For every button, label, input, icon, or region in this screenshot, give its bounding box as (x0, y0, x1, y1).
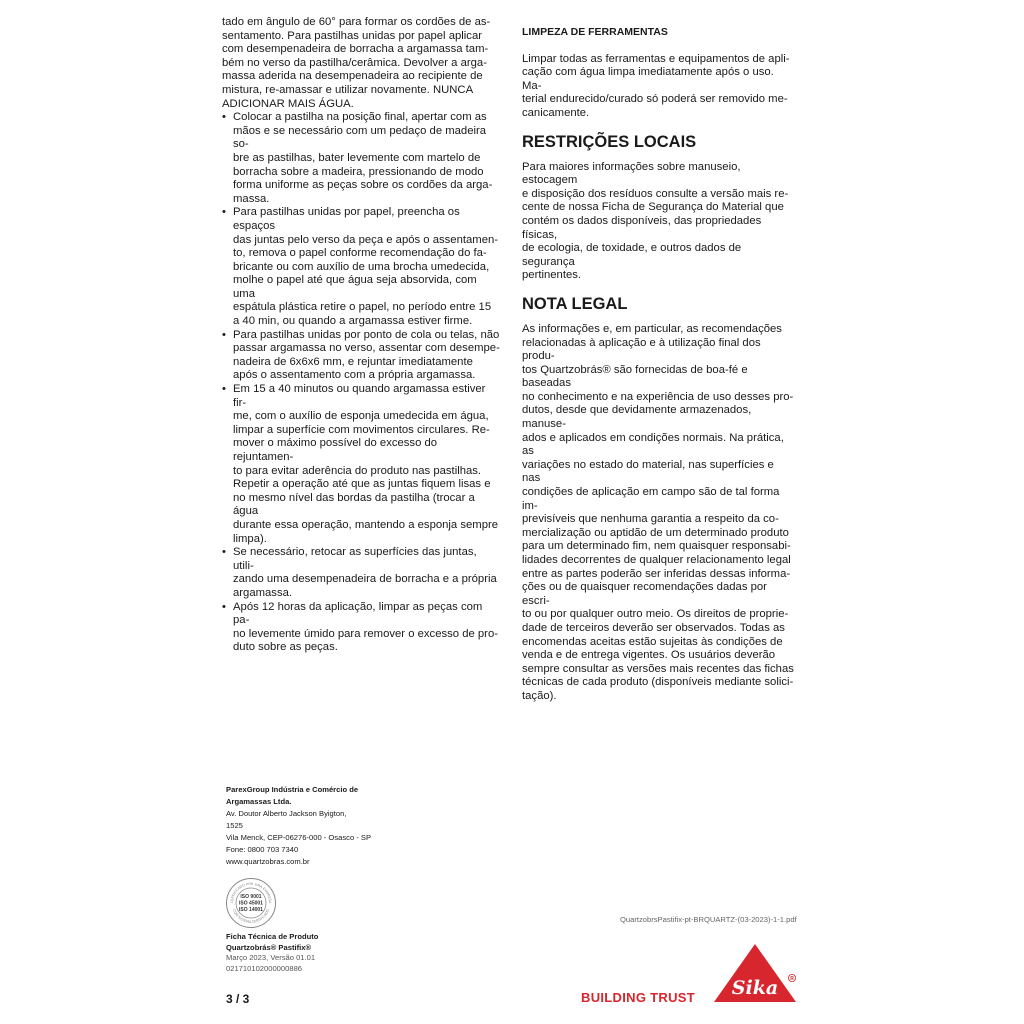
list-item: • Para pastilhas unidas por ponto de cola ou telas, não passar argamassa no verso, assentar com desempe- nadeira de 6x6x6 mm, e rejuntar imediatamente após o assentamento com a própria argamassa. (222, 329, 500, 383)
list-item: • Se necessário, retocar as superfícies das juntas, utili- zando uma desempenadeira de borracha e a própria argamassa. (222, 546, 500, 600)
file-name: QuartzobrsPastifix-pt-BRQUARTZ-(03-2023)-1-1.pdf (620, 915, 797, 924)
document-info (226, 932, 318, 974)
left-column (222, 16, 500, 655)
svg-text:ISO 14001: ISO 14001 (239, 907, 263, 913)
svg-text:Sika: Sika (731, 977, 779, 999)
address: 1525 (226, 821, 243, 830)
company-name: ParexGroup Indústria e Comércio de (226, 785, 359, 794)
list-item: • Após 12 horas da aplicação, limpar as peças com pa- no levemente úmido para remover o excesso de pro- duto sobre as peças. (222, 601, 500, 655)
company-name: Argamassas Ltda. (226, 797, 292, 806)
website-link[interactable]: www.quartzobras.com.br (226, 857, 310, 866)
svg-text:ISO 9001: ISO 9001 (240, 894, 262, 900)
page-number: 3 / 3 (226, 992, 250, 1006)
svg-text:COM SISTEMA CERTIFICADO: COM SISTEMA CERTIFICADO (231, 908, 271, 925)
version: Março 2023, Versão 01.01 (226, 953, 316, 962)
cleaning-text: Limpar todas as ferramentas e equipamentos de apli- cação com água limpa imediatamente após o uso. Ma- terial endurecido/curado só poderá ser removido me- canicamente. (522, 52, 790, 119)
address: Vila Menck, CEP-06276-000 - Osasco - SP (226, 833, 372, 842)
legal-text: As informações e, em particular, as recomendações relacionadas à aplicação e à utilização final dos produ- tos Quartzobrás® são fornecidas de boa-fé e baseadas no conhecimento e na experiência de uso desses pro- dutos, desde que devidamente armazenados, manuse- ados e aplicados em condições normais. Na prática, as variações no estado do material, nas superfícies e nas condições de aplicação em campo são de tal forma im- previsíveis que nenhuma garantia a respeito da co- mercialização ou aptidão de um determinado produto para um determinado fim, nem quaisquer responsabi- lidades decorrentes de qualquer relacionamento legal entre as partes poderão ser inferidas dessas informa- ções ou de quaisquer recomendações dadas por escri- to ou por qualquer outro meio. Os direitos de proprie- dade de terceiros deverão ser observados. Todas as encomendas aceitas estão sujeitas às condições de venda e de entrega vigentes. Os usuários deverão sempre consultar as versões mais recentes das fichas técnicas de cada produto (disponíveis mediante solici- tação). (522, 322, 794, 702)
right-column (522, 26, 794, 704)
legal-heading: NOTA LEGAL (522, 294, 628, 313)
list-item: • Colocar a pastilha na posição final, apertar com as mãos e se necessário com um pedaço de madeira so- bre as pastilhas, bater levemente com martelo de borracha sobre a madeira, pressionando de modo forma uniforme as peças sobre os cordões da arga- massa. (222, 111, 500, 206)
iso-certification-seal-icon (225, 877, 277, 929)
company-info (226, 784, 371, 868)
restrictions-text: Para maiores informações sobre manuseio, estocagem e disposição dos resíduos consulte a versão mais re- cente de nossa Ficha de Segurança do Material que contém os dados disponíveis, das propriedades físicas, de ecologia, de toxidade, e outros dados de segurança pertinentes. (522, 160, 789, 282)
doc-type: Ficha Técnica de Produto (226, 932, 319, 941)
intro-paragraph: tado em ângulo de 60° para formar os cordões de as- sentamento. Para pastilhas unidas por papel aplicar com desempenadeira de borracha a argamassa tam- bém no verso da pastilha/cerâmica. Devolver a arga- massa aderida na desempenadeira ao recipiente de mistura, re-amassar e utilizar novamente. NUNCA ADICIONAR MAIS ÁGUA. (222, 16, 491, 110)
list-item: • Em 15 a 40 minutos ou quando argamassa estiver fir- me, com o auxílio de esponja umedecida em água, limpar a superfície com movimentos circulares. Re- mover o máximo possível do excesso do rejuntamen- to para evitar aderência do produto nas pastilhas. Repetir a operação até que as juntas fiquem lisas e no mesmo nível das bordas da pastilha (trocar a água durante essa operação, mantendo a esponja sempre limpa). (222, 383, 500, 546)
cleaning-heading: LIMPEZA DE FERRAMENTAS (522, 26, 668, 38)
address: Av. Doutor Alberto Jackson Byigton, (226, 809, 347, 818)
list-item: • Para pastilhas unidas por papel, preencha os espaços das juntas pelo verso da peça e após o assentamen- to, remova o papel conforme recomendação do fa- bricante ou com auxílio de uma brocha umedecida, molhe o papel até que água seja absorvida, com uma espátula plástica retire o papel, no período entre 15 a 40 min, ou quando a argamassa estiver firme. (222, 206, 500, 328)
svg-text:R: R (790, 976, 794, 982)
svg-text:ISO 45001: ISO 45001 (239, 900, 263, 907)
instruction-list (222, 111, 500, 655)
restrictions-heading: RESTRIÇÕES LOCAIS (522, 132, 697, 151)
slogan: BUILDING TRUST (581, 990, 695, 1005)
sika-logo-icon (712, 942, 798, 1004)
product-name: Quartzobrás® Pastifix® (226, 942, 312, 952)
phone: Fone: 0800 703 7340 (226, 845, 299, 854)
svg-text:CERTIFICADO POR UMA EMPRESA: CERTIFICADO POR UMA EMPRESA (229, 881, 273, 904)
doc-code: 021710102000000886 (226, 963, 303, 973)
